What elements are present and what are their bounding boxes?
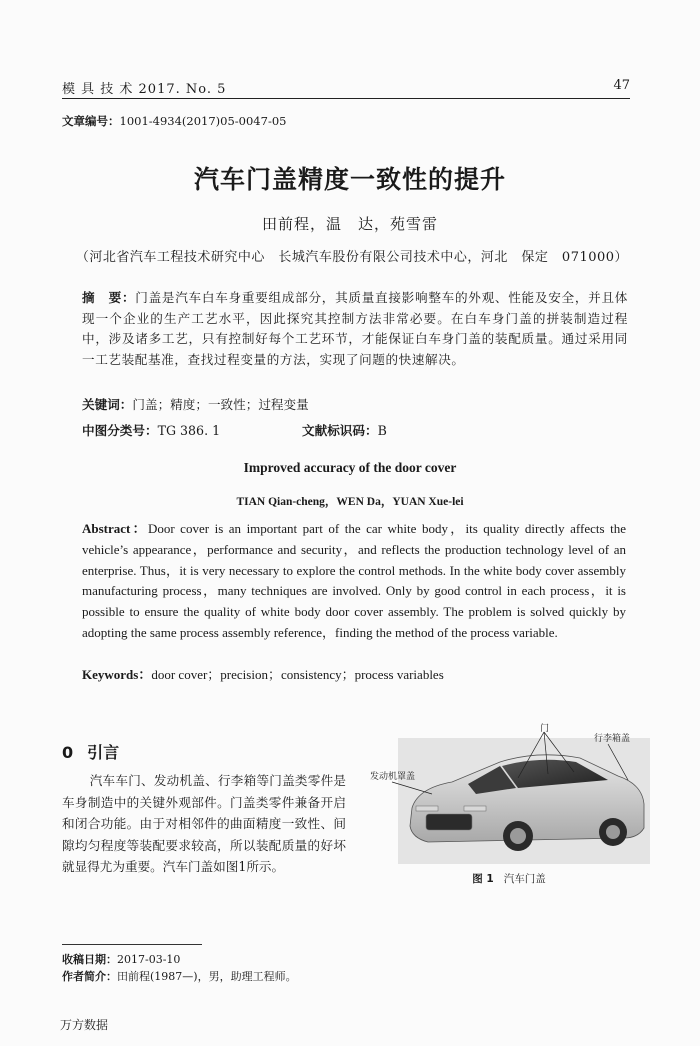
section-title: 引言 [87, 743, 120, 762]
classification-number [82, 420, 220, 439]
author-value: 田前程(1987—)，男，助理工程师。 [117, 970, 297, 983]
keywords-chinese-label: 关键词： [82, 397, 133, 412]
abstract-chinese-label: 摘 要： [82, 290, 136, 305]
header-rule [62, 98, 630, 99]
intro-body [62, 770, 346, 878]
document-code-value: B [377, 423, 387, 438]
keywords-english [82, 664, 444, 683]
article-number-label: 文章编号： [62, 114, 120, 128]
title-chinese: 汽车门盖精度一致性的提升 [193, 165, 506, 194]
abstract-chinese-text: 门盖是汽车白车身重要组成部分，其质量直接影响整车的外观、性能及安全，并且体现一个企业的生产工艺水平，因此探究其控制方法非常必要。在白车身门盖的拼装制造过程中，涉及诸多工艺，只有控制好每个工艺环节，才能保证白车身门盖的装配质量。通过采用同一工艺装配基准，查找过程变量的方法，实现了问题的快速解决。 [82, 290, 628, 367]
intro-paragraph: 汽车车门、发动机盖、行李箱等门盖类零件是车身制造中的关键外观部件。门盖类零件兼备开启和闭合功能。由于对相邻件的曲面精度一致性、间隙均匀程度等装配要求较高，所以装配质量的好坏就显得尤为重要。汽车门盖如图1所示。 [62, 773, 346, 874]
document-code-label: 文献标识码： [302, 423, 378, 438]
received-label: 收稿日期： [62, 953, 117, 966]
door-label: 门 [540, 724, 550, 734]
journal-header: 模 具 技 术 2017. No. 5 [62, 82, 227, 97]
car-figure [368, 722, 650, 864]
keywords-english-label: Keywords： [82, 667, 152, 682]
keywords-english-text: door cover；precision；consistency；process variables [151, 667, 444, 682]
figure-caption-number: 图 1 [472, 873, 494, 885]
page-number: 47 [613, 78, 630, 93]
watermark: 万方数据 [60, 1018, 109, 1032]
document-code [302, 420, 387, 439]
author-label: 作者简介： [62, 970, 117, 983]
keywords-chinese [82, 394, 309, 413]
article-number-value: 1001-4934(2017)05-0047-05 [119, 114, 287, 128]
figure-caption [368, 871, 650, 886]
abstract-english-text: Door cover is an important part of the car white body，its quality directly affects the vehicle’s appearance，performance and security，and reflects the production technology level of an enterprise. Thus，it is very necessary to explore the control methods. In the white body cover assembly manufacturing process，many techniques are involved. Only by good control in each process，it is possible to ensure the quality of white body door cover assembly. The problem is solved quickly by adopting the same process assembly reference，finding the method of the process variable. [82, 521, 626, 640]
authors-english: TIAN Qian-cheng，WEN Da，YUAN Xue-lei [236, 496, 464, 508]
title-english: Improved accuracy of the door cover [243, 460, 457, 475]
affiliation-chinese: （河北省汽车工程技术研究中心 长城汽车股份有限公司技术中心，河北 保定 071000） [75, 250, 629, 265]
article-number [62, 113, 286, 129]
hood-label: 发动机罩盖 [370, 772, 416, 782]
trunk-label: 行李箱盖 [594, 734, 631, 744]
figure-caption-text: 汽车门盖 [503, 873, 546, 885]
abstract-english [82, 519, 626, 644]
footnote-received [62, 951, 180, 967]
classification-label: 中图分类号： [82, 423, 158, 438]
abstract-english-label: Abstract： [82, 521, 148, 536]
section-heading [62, 740, 119, 763]
abstract-chinese [82, 288, 628, 370]
section-number: 0 [62, 743, 74, 762]
keywords-chinese-text: 门盖；精度；一致性；过程变量 [132, 397, 309, 412]
received-value: 2017-03-10 [117, 953, 181, 966]
footnote-author [62, 968, 297, 984]
authors-chinese: 田前程，温 达，苑雪雷 [261, 215, 438, 233]
footnote-rule [62, 944, 202, 945]
classification-value: TG 386. 1 [157, 423, 221, 438]
